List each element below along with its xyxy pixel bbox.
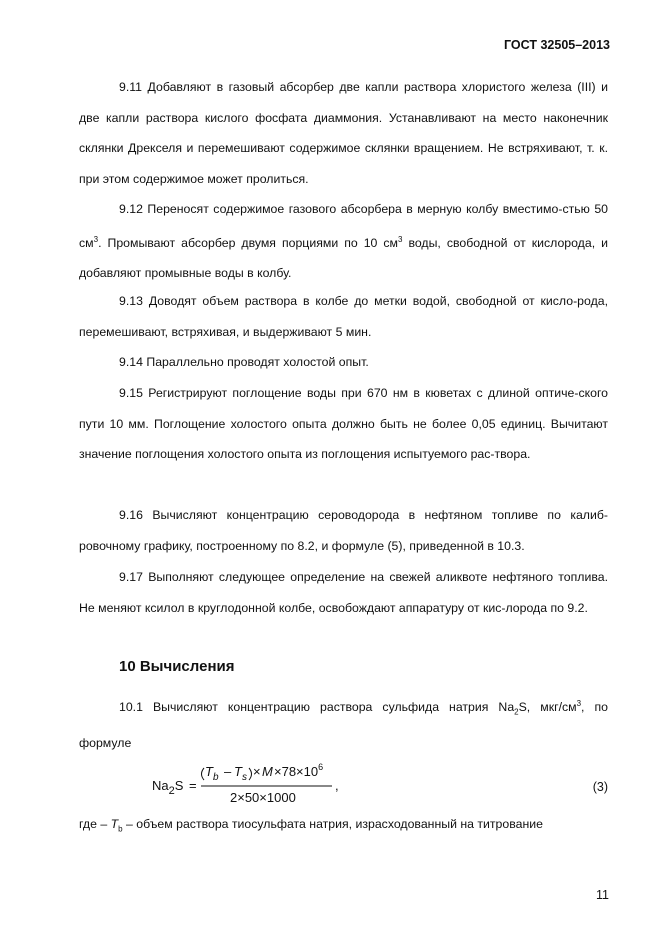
paragraph-9-14 <box>79 347 608 378</box>
clause-number: 10.1 <box>119 700 143 715</box>
document-header: ГОСТ 32505–2013 <box>504 38 610 52</box>
superscript: 3 <box>398 234 403 244</box>
paragraph-9-17 <box>79 562 608 623</box>
clause-text: Добавляют в газовый абсорбер две капли раствора хлористого железа (III) и две капли раствора кислого фосфата диаммония. Устанавливают на место наконечник склянки Дрекселя и перемешивают содержимое склянки вращением. Не встряхивают, т. к. при этом содержимое может пролиться. <box>79 80 608 186</box>
formula-denominator: 2×50×1000 <box>230 790 296 805</box>
clause-text-c: , по формуле <box>79 700 608 751</box>
page-number: 11 <box>596 888 609 902</box>
clause-text: Доводят объем раствора в колбе до метки водой, свободной от кисло-рода, перемешивают, встряхивая, и выдерживают 5 мин. <box>79 294 608 339</box>
section-heading: 10 Вычисления <box>119 658 235 675</box>
paragraph-9-15 <box>79 378 608 470</box>
clause-number: 9.15 <box>119 386 143 400</box>
clause-text-a: Вычисляют концентрацию раствора сульфида натрия Na <box>152 700 515 715</box>
clause-text: Вычисляют концентрацию сероводорода в нефтяном топливе по калиб-ровочному графику, построенному по 8.2, и формуле (5), приведенной в 10.3. <box>79 508 608 553</box>
where-clause <box>79 817 543 833</box>
paragraph-10-1 <box>79 689 608 759</box>
equation-number: (3) <box>592 780 608 794</box>
paragraph-9-12 <box>79 194 608 289</box>
subscript: b <box>118 824 123 834</box>
clause-text-c: воды, свободной от кислорода, и добавляют промывные воды в колбу. <box>79 235 608 281</box>
superscript: 3 <box>576 699 582 708</box>
subscript: 2 <box>514 707 519 717</box>
left-paren <box>202 768 205 780</box>
formula-3 <box>152 760 392 806</box>
clause-text-b: . Промывают абсорбер двумя порциями по 10 см <box>98 235 398 250</box>
formula-times: × <box>253 764 261 779</box>
superscript: 3 <box>93 234 99 244</box>
formula-m: M <box>262 764 273 779</box>
formula-lhs: $Na_2S$ <box>152 778 184 797</box>
clause-number: 9.11 <box>119 80 143 94</box>
formula-minus: – <box>224 764 232 779</box>
where-text-a: где – <box>79 817 111 831</box>
clause-text: Выполняют следующее определение на свежей аликвоте нефтяного топлива. Не меняют ксилол в круглодонной колбе, освобождают аппаратуру от кис-лорода по 9.2. <box>79 570 608 615</box>
clause-text-b: S, мкг/см <box>518 700 577 715</box>
formula-numerator-tail: $\times 78\times 10^6$ <box>274 762 324 779</box>
clause-number: 9.17 <box>119 570 143 584</box>
clause-text: Регистрируют поглощение воды при 670 нм в кюветах с длиной оптиче-ского пути 10 мм. Поглощение холостого опыта должно быть не более 0,05 единиц. Вычитают значение поглощения холостого опыта из поглощения испытуемого рас-твора. <box>79 386 609 462</box>
where-text-b: – объем раствора тиосульфата натрия, израсходованный на титрование <box>122 817 543 831</box>
formula-tb: $T_b$ <box>205 764 219 783</box>
paragraph-9-16 <box>79 500 608 561</box>
paragraph-9-11 <box>79 72 608 194</box>
paragraph-9-13 <box>79 286 608 347</box>
formula-comma: , <box>335 778 339 793</box>
clause-number: 9.14 <box>119 355 143 369</box>
right-paren <box>249 768 252 780</box>
where-symbol: T <box>110 817 119 831</box>
formula-equals: = <box>189 778 197 793</box>
clause-number: 9.16 <box>119 508 143 522</box>
clause-number: 9.12 <box>119 202 143 216</box>
clause-number: 9.13 <box>119 294 143 308</box>
formula-ts: $T_s$ <box>234 764 247 783</box>
clause-text: Параллельно проводят холостой опыт. <box>146 355 369 369</box>
clause-text-a: Переносят содержимое газового абсорбера в мерную колбу вместимо-стью 50 см <box>79 202 608 250</box>
